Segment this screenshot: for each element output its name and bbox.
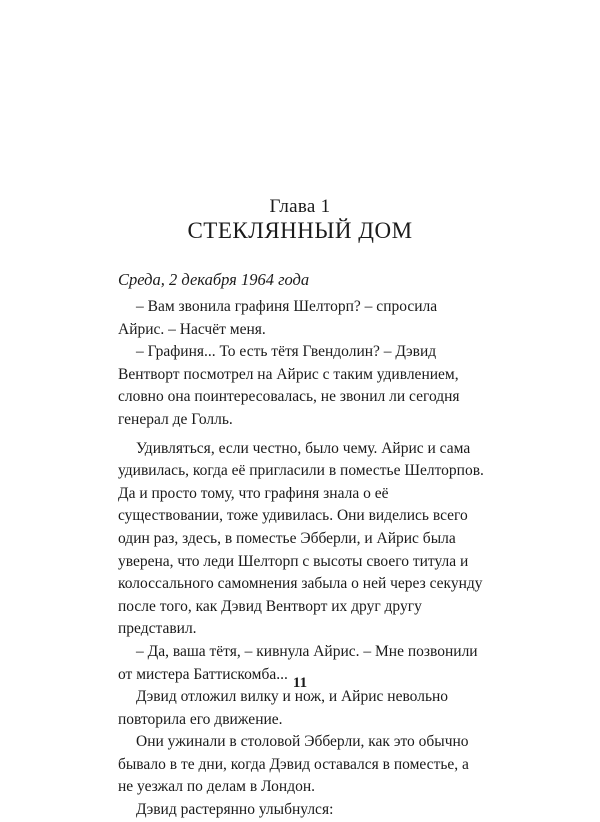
paragraph: Дэвид отложил вилку и нож, и Айрис невольно повторила его движение. bbox=[118, 688, 449, 728]
paragraph: Удивляться, если честно, было чему. Айрис и сама удивилась, когда её пригласили в поместье Шелторпов. Да и просто тому, что графиня знала о её существовании, тоже удивилась. Они виделись всего один раз, здесь, в поместье Эбберли, и Айрис была уверена, что леди Шелторп с высоты своего титула и колоссального самомнения забыла о ней через секунду после того, как Дэвид Вентворт их друг другу представил. bbox=[118, 439, 484, 638]
paragraph: Они ужинали в столовой Эбберли, как это обычно бывало в те дни, когда Дэвид оставался в поместье, а не уезжал по делам в Лондон. bbox=[118, 733, 469, 796]
paragraph: – Вам звонила графиня Шелторп? – спросила Айрис. – Насчёт меня. bbox=[118, 298, 438, 338]
chapter-label: Глава 1 bbox=[269, 196, 331, 217]
page-number: 11 bbox=[292, 675, 308, 691]
paragraph: Дэвид растерянно улыбнулся: bbox=[136, 801, 334, 819]
paragraph: – Да, ваша тётя, – кивнула Айрис. – Мне позвонили от мистера Баттискомба... bbox=[118, 642, 478, 683]
body-text bbox=[118, 296, 484, 822]
dateline: Среда, 2 декабря 1964 года bbox=[118, 270, 310, 289]
paragraph: – Графиня... То есть тётя Гвендолин? – Дэвид Вентворт посмотрел на Айрис с таким удивлением, словно она поинтересовалась, не звонил ли сегодня генерал де Голль. bbox=[118, 343, 460, 428]
chapter-title: СТЕКЛЯННЫЙ ДОМ bbox=[187, 218, 413, 243]
